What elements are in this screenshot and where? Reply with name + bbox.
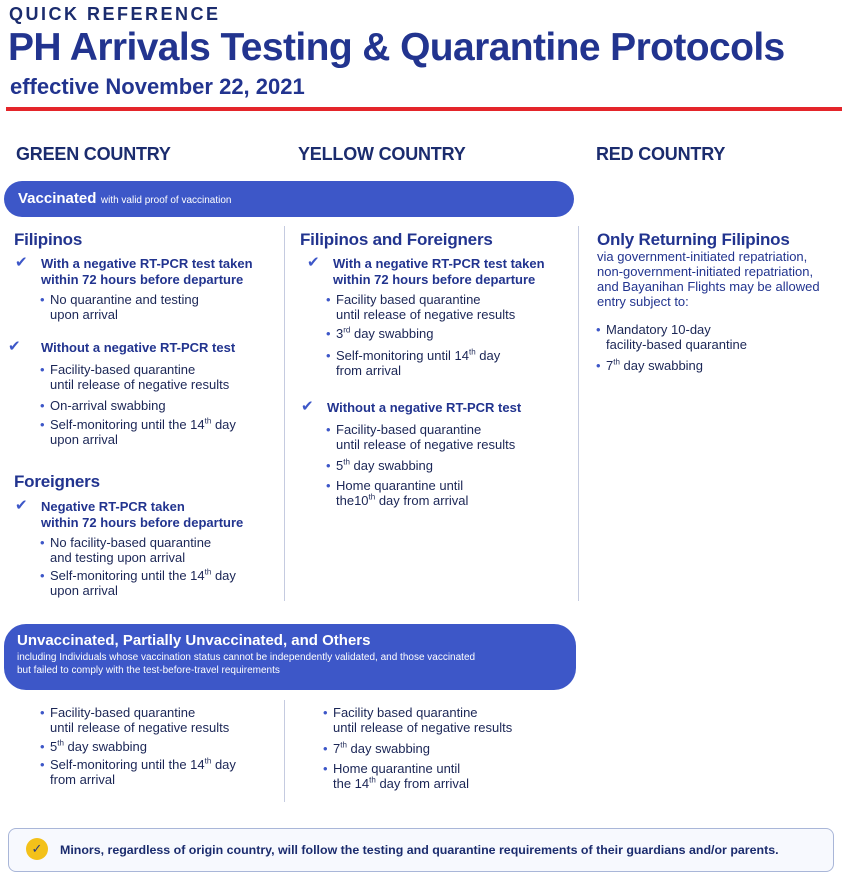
list-item: • Facility based quarantine until release of negative results xyxy=(326,292,516,322)
check-icon: ✔ xyxy=(15,254,28,271)
divider-green-yellow xyxy=(284,226,285,601)
check-icon: ✔ xyxy=(301,398,314,415)
yellow-without-test: ✔ Without a negative RT-PCR test xyxy=(301,398,522,415)
kicker: QUICK REFERENCE xyxy=(9,4,221,24)
bullet-icon: • xyxy=(326,422,331,437)
list-item: • Self-monitoring until 14th day from arrival xyxy=(326,347,501,378)
list-item: • Self-monitoring until the 14th day from arrival xyxy=(40,756,236,787)
page-title: PH Arrivals Testing & Quarantine Protocols xyxy=(8,26,785,69)
bullet-icon: • xyxy=(40,417,45,432)
bullet-icon: • xyxy=(326,292,331,307)
green-filipinos-title: Filipinos xyxy=(14,230,83,249)
list-item: • 7th day swabbing xyxy=(596,357,704,373)
header-divider xyxy=(6,107,842,111)
footer-note: Minors, regardless of origin country, will follow the testing and quarantine requirements of their guardians and/or parents. xyxy=(60,843,779,857)
vaccinated-label: Vaccinated xyxy=(18,190,97,207)
bullet-icon: • xyxy=(323,761,328,776)
bullet-icon: • xyxy=(326,458,331,473)
check-icon: ✔ xyxy=(15,497,28,514)
list-item: • On-arrival swabbing xyxy=(40,398,166,413)
yellow-with-test: ✔ With a negative RT-PCR test taken within 72 hours before departure xyxy=(307,254,545,287)
yellow-title: Filipinos and Foreigners xyxy=(300,230,493,249)
bullet-icon: • xyxy=(40,292,45,307)
list-item: • Facility based quarantine until release of negative results xyxy=(323,705,513,735)
divider-yellow-red xyxy=(578,226,579,601)
bullet-icon: • xyxy=(40,362,45,377)
list-item: • Home quarantine until the10th day from arrival xyxy=(326,478,469,508)
divider-unvax xyxy=(284,700,285,802)
bullet-icon: • xyxy=(596,358,601,373)
unvaccinated-label: Unvaccinated, Partially Unvaccinated, and Others xyxy=(17,632,371,649)
green-foreigners-with-test: ✔ Negative RT-PCR taken within 72 hours before departure xyxy=(15,497,244,530)
column-green: GREEN COUNTRY xyxy=(16,144,171,164)
list-item: • No facility-based quarantine and testing upon arrival xyxy=(40,535,212,565)
effective-date: effective November 22, 2021 xyxy=(10,74,305,99)
list-item: • No quarantine and testing upon arrival xyxy=(40,292,199,322)
bullet-icon: • xyxy=(326,326,331,341)
list-item: • 3rd day swabbing xyxy=(326,325,434,341)
bullet-icon: • xyxy=(40,705,45,720)
bullet-icon: • xyxy=(323,705,328,720)
vaccinated-note: with valid proof of vaccination xyxy=(100,195,232,206)
list-item: • Mandatory 10-day facility-based quarantine xyxy=(596,322,747,352)
check-icon: ✔ xyxy=(8,338,21,355)
red-title: Only Returning Filipinos xyxy=(597,230,790,249)
list-item: • Self-monitoring until the 14th day upon arrival xyxy=(40,416,236,447)
bullet-icon: • xyxy=(40,535,45,550)
list-item: • 5th day swabbing xyxy=(40,738,148,754)
list-item: • 5th day swabbing xyxy=(326,457,434,473)
bullet-icon: • xyxy=(596,322,601,337)
list-item: • Home quarantine until the 14th day from arrival xyxy=(323,761,470,791)
check-badge-icon: ✓ xyxy=(26,838,48,860)
list-item: • Facility-based quarantine until release of negative results xyxy=(40,362,230,392)
bullet-icon: • xyxy=(326,348,331,363)
green-filipinos-with-test: ✔ With a negative RT-PCR test taken within 72 hours before departure xyxy=(15,254,253,287)
unvaccinated-note: including Individuals whose vaccination status cannot be independently validated, and those vaccinated xyxy=(17,652,476,663)
green-filipinos-without-test: ✔ Without a negative RT-PCR test xyxy=(8,338,236,355)
check-icon: ✔ xyxy=(307,254,320,271)
unvaccinated-note-2: but failed to comply with the test-before-travel requirements xyxy=(17,665,280,676)
vaccinated-banner xyxy=(4,181,574,217)
red-description: via government-initiated repatriation, non-government-initiated repatriation, and Bayanihan Flights may be allowed entry subject to: xyxy=(597,249,820,309)
list-item: • Facility-based quarantine until release of negative results xyxy=(40,705,230,735)
bullet-icon: • xyxy=(326,478,331,493)
bullet-icon: • xyxy=(40,739,45,754)
list-item: • Self-monitoring until the 14th day upon arrival xyxy=(40,567,236,598)
green-foreigners-title: Foreigners xyxy=(14,472,100,491)
column-yellow: YELLOW COUNTRY xyxy=(298,144,466,164)
bullet-icon: • xyxy=(323,741,328,756)
list-item: • 7th day swabbing xyxy=(323,740,431,756)
bullet-icon: • xyxy=(40,398,45,413)
unvaccinated-banner xyxy=(4,624,576,690)
bullet-icon: • xyxy=(40,568,45,583)
bullet-icon: • xyxy=(40,757,45,772)
column-red: RED COUNTRY xyxy=(596,144,726,164)
list-item: • Facility-based quarantine until release of negative results xyxy=(326,422,516,452)
